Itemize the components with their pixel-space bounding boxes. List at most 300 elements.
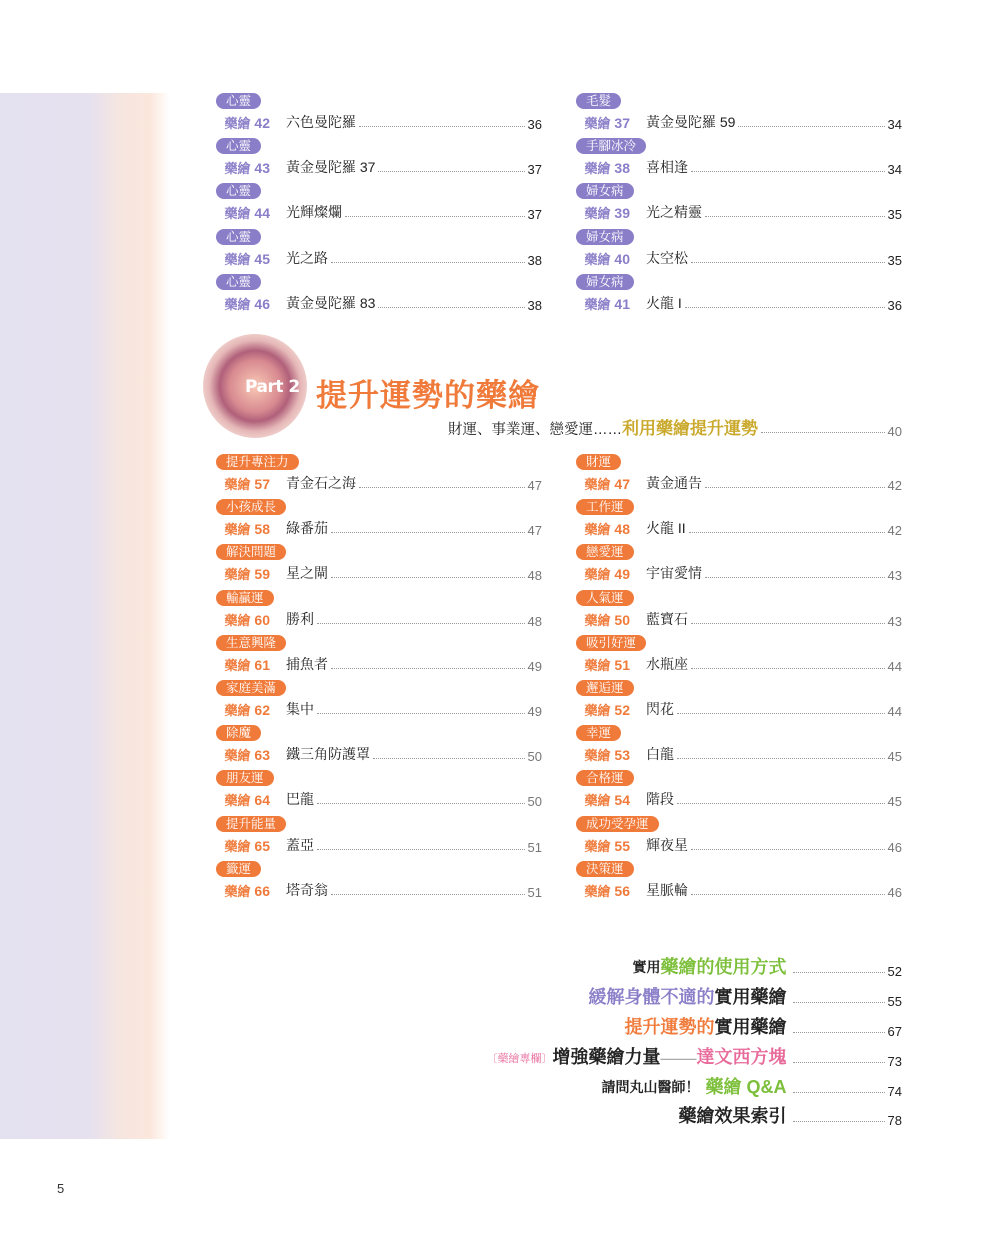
part1-right-column bbox=[572, 93, 902, 319]
entry-number-prefix: 藥繪 bbox=[224, 838, 251, 854]
leader-dots bbox=[705, 216, 885, 217]
entry-number-value: 51 bbox=[614, 656, 630, 673]
category-tag: 除魔 bbox=[216, 725, 261, 741]
entry-number bbox=[572, 203, 630, 222]
entry-number-prefix: 藥繪 bbox=[584, 296, 611, 312]
entry-page: 46 bbox=[887, 884, 902, 900]
toc-entry[interactable] bbox=[212, 454, 542, 499]
leader-dots bbox=[331, 668, 525, 669]
entry-number-prefix: 藥繪 bbox=[584, 838, 611, 854]
entry-row bbox=[212, 609, 542, 629]
part2-label: Part 2 bbox=[245, 377, 300, 397]
entry-page: 48 bbox=[527, 568, 542, 584]
entry-number-prefix: 藥繪 bbox=[584, 748, 611, 764]
entry-number bbox=[572, 249, 630, 268]
entry-number-prefix: 藥繪 bbox=[224, 296, 251, 312]
entry-number bbox=[212, 113, 270, 132]
toc-entry[interactable] bbox=[212, 499, 542, 544]
entry-number-prefix: 藥繪 bbox=[584, 702, 611, 718]
entry-row bbox=[572, 112, 902, 132]
toc-usage-highlight: 藥繪的使用方式 bbox=[660, 957, 787, 977]
toc-usage-prefix: 實用 bbox=[632, 959, 661, 975]
category-tag: 提升能量 bbox=[216, 816, 286, 832]
category-tag: 人氣運 bbox=[576, 590, 634, 606]
entry-number-value: 40 bbox=[614, 250, 630, 267]
entry-number bbox=[572, 790, 630, 809]
entry-number-prefix: 藥繪 bbox=[584, 251, 611, 267]
leader-dots bbox=[317, 713, 525, 714]
entry-row bbox=[572, 699, 902, 719]
entry-number-value: 48 bbox=[614, 521, 630, 538]
toc-entry[interactable] bbox=[572, 680, 902, 725]
entry-number-prefix: 藥繪 bbox=[224, 702, 251, 718]
entry-number-prefix: 藥繪 bbox=[584, 657, 611, 673]
toc-entry[interactable] bbox=[572, 93, 902, 138]
entry-number-prefix: 藥繪 bbox=[224, 567, 251, 583]
entry-number bbox=[212, 700, 270, 719]
toc-entry[interactable] bbox=[572, 816, 902, 861]
entry-number-value: 47 bbox=[614, 476, 630, 492]
toc-entry[interactable] bbox=[212, 590, 542, 635]
entry-number-prefix: 藥繪 bbox=[224, 251, 251, 267]
leader-dots bbox=[345, 216, 525, 217]
leader-dots bbox=[677, 758, 885, 759]
entry-title: 捕魚者 bbox=[286, 655, 328, 672]
toc-entry[interactable] bbox=[212, 770, 542, 815]
toc-entry[interactable] bbox=[572, 544, 902, 589]
category-tag: 成功受孕運 bbox=[576, 816, 659, 832]
entry-row bbox=[212, 789, 542, 809]
entry-number bbox=[212, 836, 270, 855]
entry-title: 塔奇翁 bbox=[286, 881, 328, 898]
entry-number bbox=[212, 745, 270, 764]
category-tag: 家庭美滿 bbox=[216, 680, 286, 696]
toc-entry[interactable] bbox=[212, 138, 542, 183]
toc-fortune-highlight: 提升運勢的 bbox=[624, 1017, 715, 1037]
toc-column-page: 73 bbox=[887, 1054, 902, 1069]
leader-dots bbox=[317, 623, 525, 624]
leader-dots bbox=[677, 803, 885, 804]
entry-row bbox=[212, 202, 542, 222]
toc-entry[interactable] bbox=[572, 183, 902, 228]
entry-number-value: 66 bbox=[254, 882, 270, 899]
toc-entry[interactable] bbox=[572, 861, 902, 906]
entry-page: 47 bbox=[527, 478, 542, 493]
leader-dots bbox=[691, 262, 885, 263]
category-tag: 工作運 bbox=[576, 499, 634, 515]
part2-title[interactable]: 提升運勢的藥繪 bbox=[316, 378, 540, 413]
part2-page: 40 bbox=[887, 424, 902, 439]
part2-subtitle-b: 利用藥繪提升運勢 bbox=[622, 419, 758, 438]
toc-usage-page: 52 bbox=[887, 964, 902, 979]
entry-number bbox=[572, 655, 630, 674]
category-tag: 決策運 bbox=[576, 861, 634, 877]
entry-row bbox=[572, 518, 902, 538]
entry-row bbox=[212, 744, 542, 764]
leader-dots bbox=[793, 972, 885, 973]
leader-dots bbox=[691, 894, 885, 895]
entry-number bbox=[212, 474, 270, 493]
entry-number bbox=[212, 610, 270, 629]
entry-number-value: 38 bbox=[614, 160, 630, 177]
entry-row bbox=[212, 880, 542, 900]
entry-number bbox=[572, 474, 630, 493]
entry-title: 黃金曼陀羅 59 bbox=[646, 114, 736, 130]
leader-dots bbox=[691, 623, 885, 624]
leader-dots bbox=[317, 849, 525, 850]
entry-title: 綠番茄 bbox=[286, 520, 328, 537]
toc-relief-suffix: 實用藥繪 bbox=[714, 987, 787, 1007]
entry-row bbox=[572, 563, 902, 583]
toc-entry[interactable] bbox=[572, 590, 902, 635]
entry-number bbox=[572, 564, 630, 583]
entry-number bbox=[212, 294, 270, 313]
leader-dots bbox=[793, 1092, 885, 1093]
toc-entry[interactable] bbox=[212, 816, 542, 861]
entry-title: 水瓶座 bbox=[646, 655, 688, 672]
toc-entry[interactable] bbox=[212, 93, 542, 138]
entry-number-prefix: 藥繪 bbox=[224, 161, 251, 177]
entry-number-value: 43 bbox=[254, 160, 270, 177]
entry-number-prefix: 藥繪 bbox=[584, 883, 611, 899]
entry-title: 黃金曼陀羅 37 bbox=[286, 159, 376, 176]
entry-number bbox=[572, 158, 630, 177]
toc-index-main: 藥繪效果索引 bbox=[678, 1106, 787, 1126]
toc-index-page: 78 bbox=[887, 1113, 902, 1128]
category-tag: 婦女病 bbox=[576, 274, 634, 290]
entry-row bbox=[572, 880, 902, 900]
toc-fortune-page: 67 bbox=[887, 1024, 902, 1039]
entry-page: 50 bbox=[527, 794, 542, 810]
entry-title: 白龍 bbox=[646, 746, 674, 763]
entry-number-value: 45 bbox=[254, 250, 270, 267]
entry-number bbox=[212, 790, 270, 809]
entry-number-prefix: 藥繪 bbox=[224, 477, 251, 492]
leader-dots bbox=[331, 532, 525, 533]
entry-number-prefix: 藥繪 bbox=[224, 522, 251, 538]
part1-left-column bbox=[212, 93, 542, 319]
entry-number-value: 53 bbox=[614, 747, 630, 764]
entry-row bbox=[212, 699, 542, 719]
entry-number bbox=[572, 519, 630, 538]
toc-entry[interactable] bbox=[572, 635, 902, 680]
entry-title: 光之路 bbox=[286, 249, 328, 266]
entry-title: 六色曼陀羅 bbox=[286, 114, 356, 130]
entry-title: 輝夜星 bbox=[646, 836, 688, 853]
entry-number-value: 60 bbox=[254, 611, 270, 628]
part2-subtitle-row[interactable] bbox=[448, 414, 902, 439]
toc-index-entry[interactable] bbox=[679, 1102, 902, 1128]
entry-title: 藍寶石 bbox=[646, 610, 688, 627]
category-tag: 生意興隆 bbox=[216, 635, 286, 651]
entry-number bbox=[212, 158, 270, 177]
entry-number-value: 50 bbox=[614, 611, 630, 628]
entry-page: 51 bbox=[527, 884, 542, 900]
entry-row bbox=[572, 654, 902, 674]
leader-dots bbox=[677, 713, 885, 714]
category-tag: 吸引好運 bbox=[576, 635, 646, 651]
toc-column-entry[interactable] bbox=[487, 1043, 902, 1069]
entry-row bbox=[572, 473, 902, 493]
category-tag: 財運 bbox=[576, 454, 621, 470]
entry-number-value: 56 bbox=[614, 882, 630, 899]
entry-number bbox=[212, 203, 270, 222]
toc-entry[interactable] bbox=[572, 138, 902, 183]
category-tag: 心靈 bbox=[216, 138, 261, 154]
entry-title: 星脈輪 bbox=[646, 881, 688, 898]
entry-number bbox=[572, 294, 630, 313]
entry-title: 喜相逢 bbox=[646, 159, 688, 176]
entry-page: 48 bbox=[527, 613, 542, 629]
category-tag: 提升專注力 bbox=[216, 454, 299, 470]
entry-title: 蓋亞 bbox=[286, 836, 314, 853]
entry-number bbox=[212, 519, 270, 538]
entry-number-value: 64 bbox=[254, 792, 270, 809]
entry-number bbox=[572, 881, 630, 900]
toc-usage-entry[interactable] bbox=[633, 953, 902, 979]
entry-number-prefix: 藥繪 bbox=[584, 522, 611, 538]
entry-page: 36 bbox=[527, 117, 542, 132]
entry-title: 勝利 bbox=[286, 610, 314, 627]
entry-title: 階段 bbox=[646, 791, 674, 808]
entry-row bbox=[572, 202, 902, 222]
entry-title: 光輝燦爛 bbox=[286, 204, 342, 221]
entry-title: 青金石之海 bbox=[286, 475, 356, 491]
entry-number-value: 62 bbox=[254, 701, 270, 718]
leader-dots bbox=[691, 171, 885, 172]
entry-title: 黃金曼陀羅 83 bbox=[286, 294, 376, 311]
entry-number bbox=[212, 655, 270, 674]
entry-page: 50 bbox=[527, 749, 542, 765]
entry-page: 37 bbox=[527, 207, 542, 223]
entry-row bbox=[212, 293, 542, 313]
leader-dots bbox=[331, 262, 525, 263]
entry-number bbox=[212, 564, 270, 583]
toc-qa-highlight: 藥繪 Q&A bbox=[705, 1077, 787, 1097]
toc-entry[interactable] bbox=[572, 454, 902, 499]
leader-dots bbox=[793, 1121, 885, 1122]
entry-number-value: 59 bbox=[254, 566, 270, 583]
entry-number-value: 52 bbox=[614, 701, 630, 718]
entry-number-prefix: 藥繪 bbox=[584, 612, 611, 628]
category-tag: 戀愛運 bbox=[576, 544, 634, 560]
entry-page: 36 bbox=[887, 297, 902, 313]
toc-relief-entry[interactable] bbox=[589, 983, 902, 1009]
entry-number-prefix: 藥繪 bbox=[584, 161, 611, 177]
toc-qa-page: 74 bbox=[887, 1084, 902, 1099]
toc-entry[interactable] bbox=[212, 861, 542, 906]
toc-entry[interactable] bbox=[572, 229, 902, 274]
category-tag: 輸贏運 bbox=[216, 590, 274, 606]
entry-row bbox=[212, 248, 542, 268]
entry-number-prefix: 藥繪 bbox=[224, 206, 251, 222]
entry-page: 35 bbox=[887, 207, 902, 223]
entry-number-value: 39 bbox=[614, 205, 630, 222]
entry-number bbox=[572, 700, 630, 719]
entry-number-value: 44 bbox=[254, 205, 270, 222]
toc-fortune-entry[interactable] bbox=[625, 1013, 902, 1039]
leader-dots bbox=[359, 126, 525, 127]
entry-number-value: 58 bbox=[254, 521, 270, 538]
leader-dots bbox=[317, 803, 525, 804]
category-tag: 心靈 bbox=[216, 274, 261, 290]
entry-title: 太空松 bbox=[646, 249, 688, 266]
entry-number-prefix: 藥繪 bbox=[584, 206, 611, 222]
entry-row bbox=[212, 157, 542, 177]
entry-page: 38 bbox=[527, 252, 542, 268]
toc-column-tag: 〔藥繪專欄〕 bbox=[486, 1053, 553, 1065]
entry-title: 星之閘 bbox=[286, 565, 328, 582]
entry-row bbox=[572, 789, 902, 809]
toc-entry[interactable] bbox=[212, 229, 542, 274]
leader-dots bbox=[331, 894, 525, 895]
part2-right-column bbox=[572, 454, 902, 906]
part2-subtitle-a: 財運、事業運、戀愛運…… bbox=[448, 422, 622, 438]
entry-title: 火龍 I bbox=[646, 294, 682, 311]
entry-page: 35 bbox=[887, 252, 902, 268]
entry-page: 47 bbox=[527, 523, 542, 539]
entry-page: 42 bbox=[887, 478, 902, 493]
entry-number-prefix: 藥繪 bbox=[584, 567, 611, 583]
part2-left-column bbox=[212, 454, 542, 906]
entry-title: 光之精靈 bbox=[646, 204, 702, 221]
toc-entry[interactable] bbox=[212, 635, 542, 680]
entry-page: 49 bbox=[527, 703, 542, 719]
entry-title: 黃金通告 bbox=[646, 475, 702, 491]
entry-number bbox=[572, 745, 630, 764]
leader-dots bbox=[793, 1032, 885, 1033]
entry-title: 火龍 II bbox=[646, 520, 686, 537]
entry-row bbox=[212, 563, 542, 583]
toc-relief-page: 55 bbox=[887, 994, 902, 1009]
toc-qa-prefix: 請問丸山醫師！ bbox=[601, 1079, 700, 1095]
category-tag: 朋友運 bbox=[216, 770, 274, 786]
leader-dots bbox=[331, 577, 525, 578]
entry-number-prefix: 藥繪 bbox=[224, 793, 251, 809]
leader-dots bbox=[373, 758, 525, 759]
entry-number-prefix: 藥繪 bbox=[224, 657, 251, 673]
leader-dots bbox=[793, 1062, 885, 1063]
entry-number-value: 63 bbox=[254, 747, 270, 764]
entry-number-prefix: 藥繪 bbox=[224, 883, 251, 899]
entry-page: 45 bbox=[887, 794, 902, 810]
entry-title: 閃花 bbox=[646, 700, 674, 717]
entry-row bbox=[212, 112, 542, 132]
leader-dots bbox=[378, 171, 524, 172]
toc-entry[interactable] bbox=[572, 725, 902, 770]
toc-entry[interactable] bbox=[572, 274, 902, 319]
category-tag: 婦女病 bbox=[576, 229, 634, 245]
entry-number-value: 54 bbox=[614, 792, 630, 809]
entry-title: 巴龍 bbox=[286, 791, 314, 808]
category-tag: 籤運 bbox=[216, 861, 261, 877]
toc-entry[interactable] bbox=[572, 499, 902, 544]
entry-number-value: 42 bbox=[254, 115, 270, 131]
category-tag: 小孩成長 bbox=[216, 499, 286, 515]
entry-number bbox=[572, 113, 630, 132]
category-tag: 邂逅運 bbox=[576, 680, 634, 696]
entry-row bbox=[572, 609, 902, 629]
entry-page: 45 bbox=[887, 749, 902, 765]
category-tag: 手腳冰冷 bbox=[576, 138, 646, 154]
toc-entry[interactable] bbox=[212, 725, 542, 770]
leader-dots bbox=[738, 126, 884, 127]
entry-row bbox=[212, 473, 542, 493]
side-gradient-band bbox=[0, 93, 170, 1139]
category-tag: 幸運 bbox=[576, 725, 621, 741]
category-tag: 心靈 bbox=[216, 183, 261, 199]
toc-column-highlight: 達文西方塊 bbox=[696, 1047, 787, 1067]
entry-page: 34 bbox=[887, 117, 902, 132]
entry-number-prefix: 藥繪 bbox=[584, 116, 611, 131]
leader-dots bbox=[793, 1002, 885, 1003]
category-tag: 心靈 bbox=[216, 93, 261, 109]
toc-entry[interactable] bbox=[572, 770, 902, 815]
toc-fortune-suffix: 實用藥繪 bbox=[714, 1017, 787, 1037]
entry-row bbox=[572, 744, 902, 764]
entry-number-value: 37 bbox=[614, 115, 630, 131]
entry-page: 46 bbox=[887, 839, 902, 855]
leader-dots bbox=[691, 668, 885, 669]
entry-number bbox=[572, 610, 630, 629]
leader-dots bbox=[685, 307, 885, 308]
entry-number-prefix: 藥繪 bbox=[224, 748, 251, 764]
toc-entry[interactable] bbox=[212, 544, 542, 589]
toc-column-main: 增強藥繪力量 bbox=[552, 1047, 661, 1067]
toc-relief-highlight: 緩解身體不適的 bbox=[588, 987, 715, 1007]
entry-page: 34 bbox=[887, 162, 902, 178]
toc-entry[interactable] bbox=[212, 274, 542, 319]
entry-row bbox=[212, 654, 542, 674]
toc-entry[interactable] bbox=[212, 680, 542, 725]
entry-row bbox=[572, 293, 902, 313]
entry-page: 42 bbox=[887, 523, 902, 539]
entry-title: 宇宙愛情 bbox=[646, 565, 702, 582]
entry-row bbox=[572, 248, 902, 268]
entry-page: 37 bbox=[527, 162, 542, 178]
entry-number-prefix: 藥繪 bbox=[584, 793, 611, 809]
category-tag: 合格運 bbox=[576, 770, 634, 786]
page-number: 5 bbox=[57, 1181, 65, 1196]
leader-dots bbox=[705, 487, 885, 488]
entry-page: 38 bbox=[527, 297, 542, 313]
entry-number-value: 61 bbox=[254, 656, 270, 673]
entry-number-prefix: 藥繪 bbox=[224, 116, 251, 131]
toc-entry[interactable] bbox=[212, 183, 542, 228]
leader-dots bbox=[705, 577, 885, 578]
leader-dots bbox=[689, 532, 885, 533]
entry-number-prefix: 藥繪 bbox=[224, 612, 251, 628]
entry-page: 44 bbox=[887, 658, 902, 674]
entry-number-value: 41 bbox=[614, 295, 630, 312]
entry-number-value: 46 bbox=[254, 295, 270, 312]
entry-row bbox=[572, 835, 902, 855]
category-tag: 毛髮 bbox=[576, 93, 621, 109]
entry-number-value: 57 bbox=[254, 476, 270, 492]
toc-qa-entry[interactable] bbox=[602, 1073, 902, 1099]
entry-page: 43 bbox=[887, 568, 902, 584]
entry-row bbox=[572, 157, 902, 177]
entry-title: 集中 bbox=[286, 700, 314, 717]
entry-number bbox=[572, 836, 630, 855]
entry-row bbox=[212, 835, 542, 855]
entry-page: 44 bbox=[887, 703, 902, 719]
entry-number-value: 65 bbox=[254, 837, 270, 854]
entry-row bbox=[212, 518, 542, 538]
entry-page: 49 bbox=[527, 658, 542, 674]
toc-column-dash: —— bbox=[660, 1048, 697, 1068]
leader-dots bbox=[359, 487, 525, 488]
